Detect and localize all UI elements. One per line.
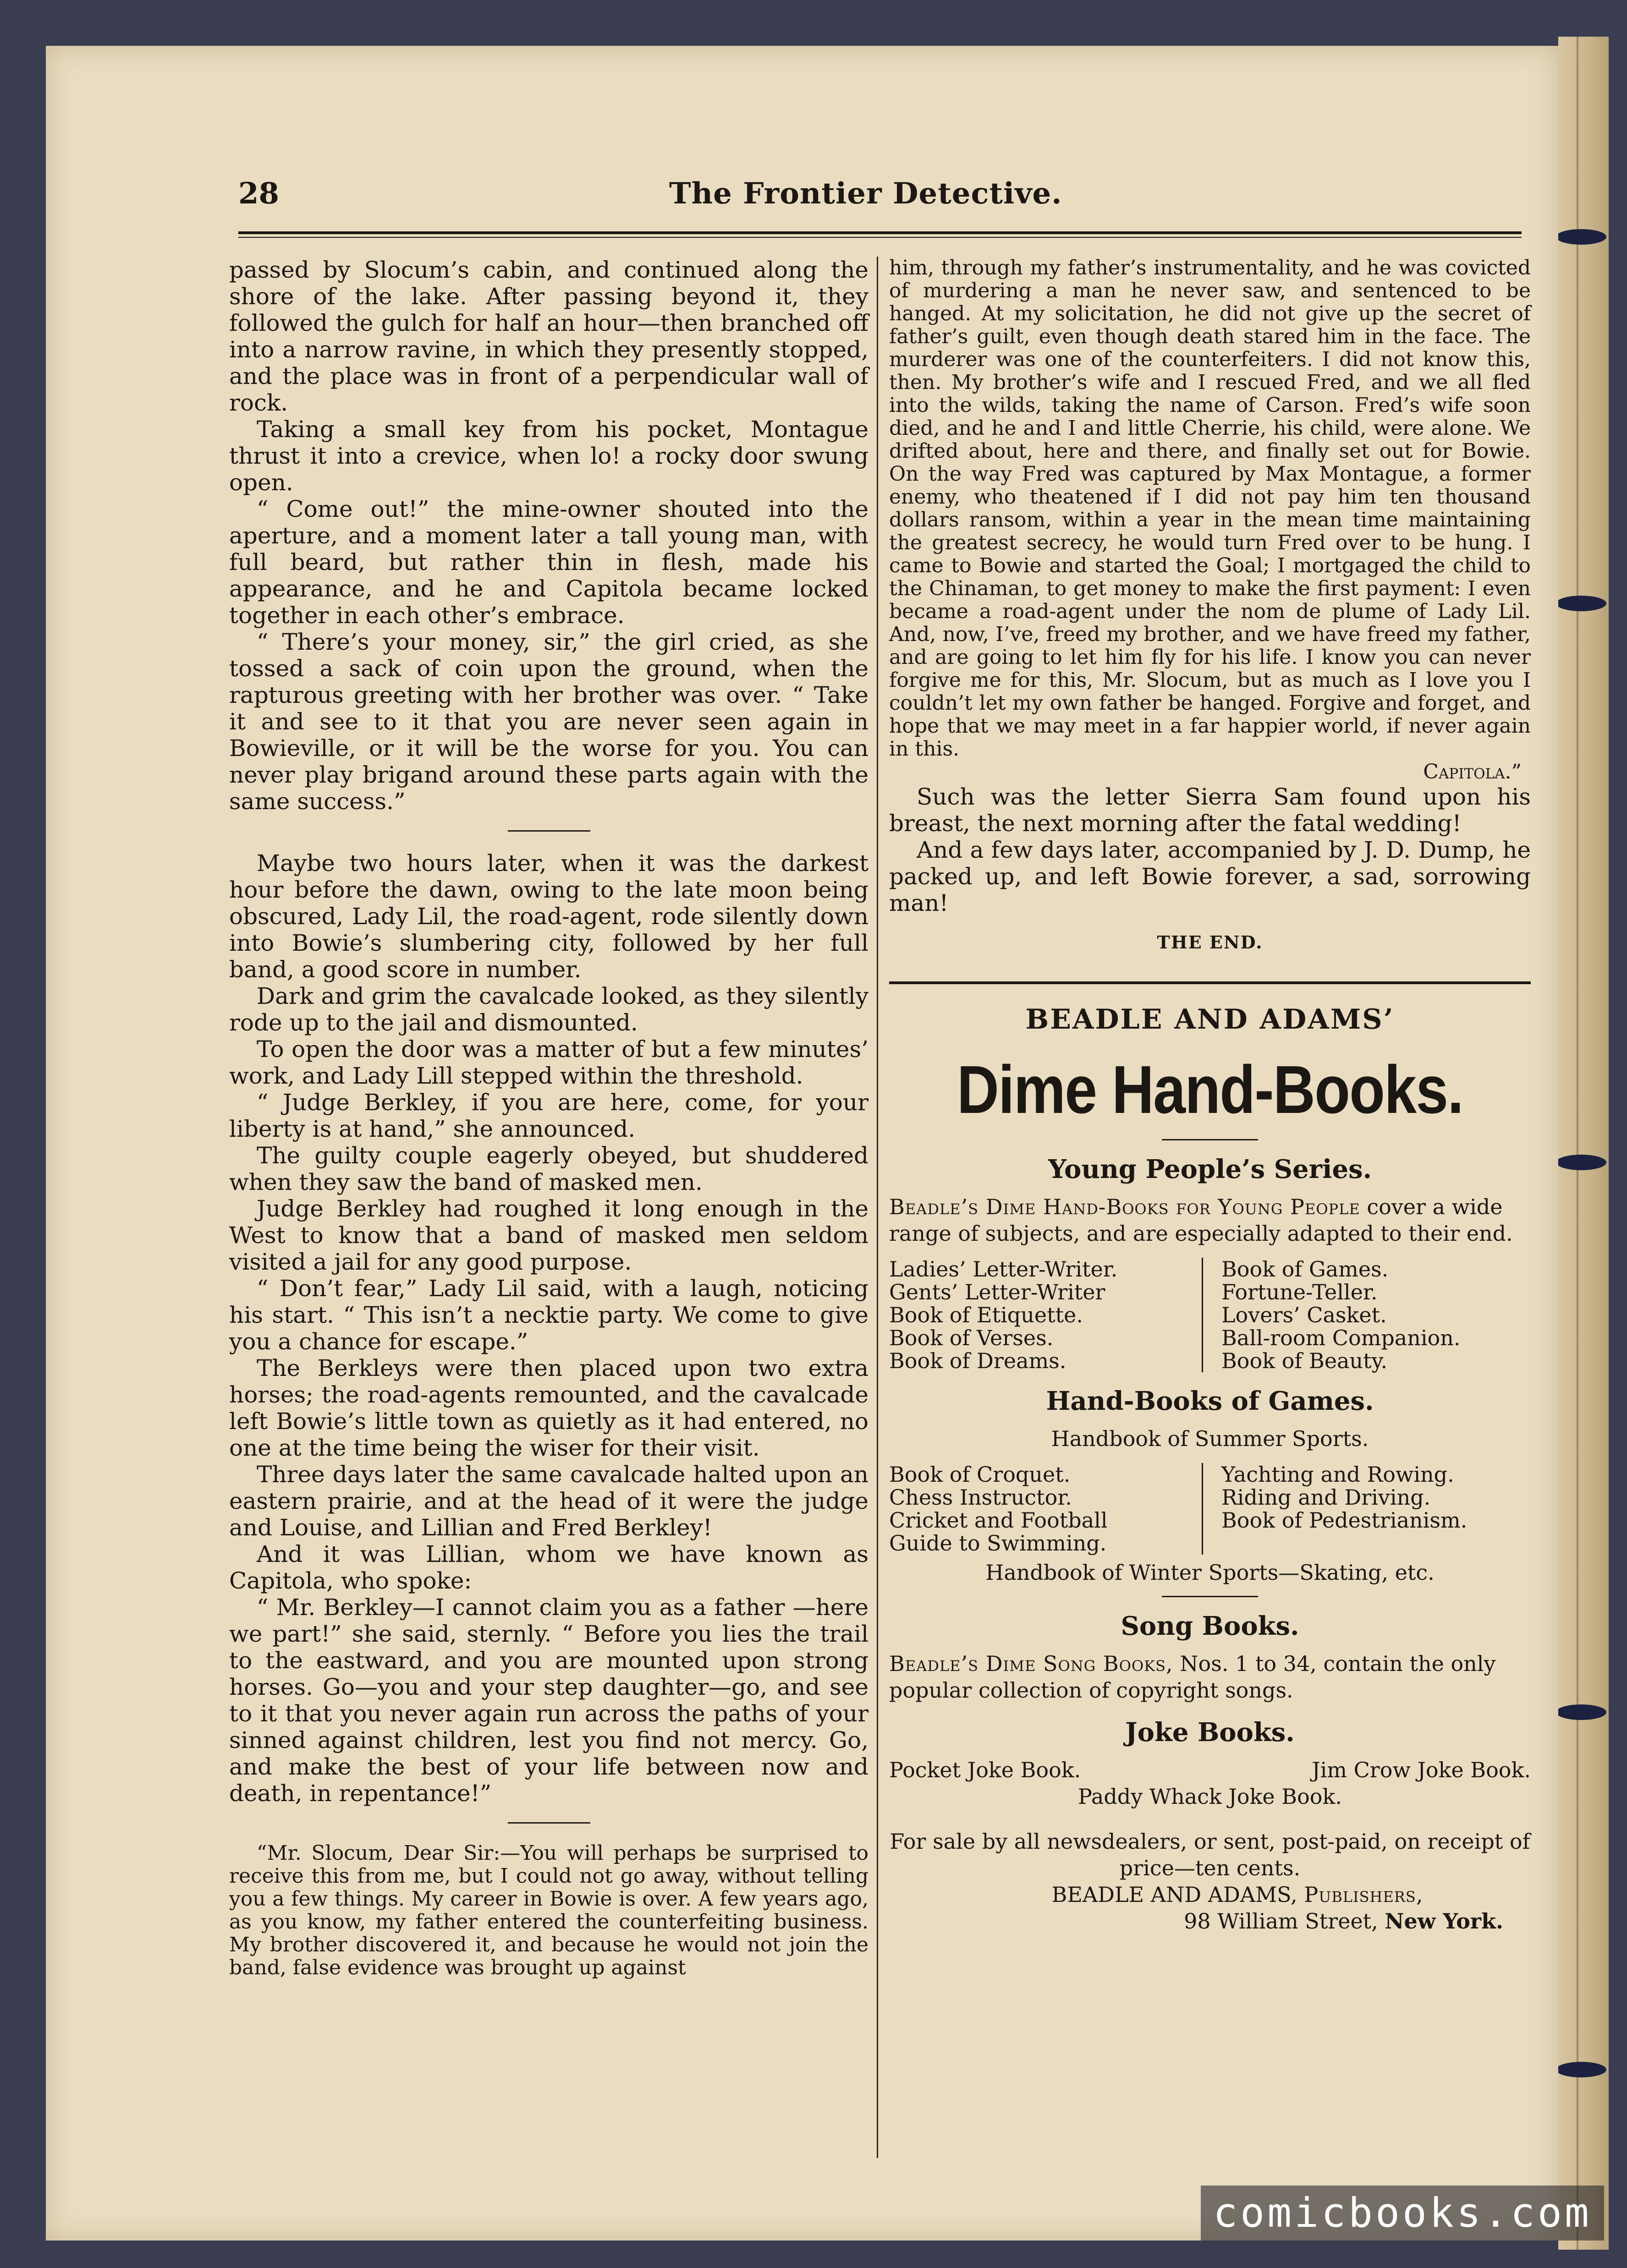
paragraph: passed by Slocum’s cabin, and continued along the shore of the lake. After passing beyond it, they followed the gulch for half an hour—then branched off into a narrow ravine, in which they presently stopped, and the place was in front of a perpendicular wall of rock.	[229, 257, 868, 416]
games-heading: Hand-Books of Games.	[1046, 1386, 1374, 1416]
binding-stitch	[1556, 596, 1606, 611]
section-separator	[508, 1822, 590, 1824]
jokes-row	[889, 1757, 1531, 1783]
paragraph: “ Mr. Berkley—I cannot claim you as a father —here we part!” she said, sternly. “ Before you lies the trail to the eastward, and you are mounted upon strong horses. Go—you and your step daughter—go, and see to it that you never again run across the paths of your sinned against children, lest you find not mercy. Go, and make the best of your life between now and death, in repentance!”	[229, 1594, 868, 1807]
games-last-line: Handbook of Winter Sports—Skating, etc.	[985, 1560, 1435, 1585]
binding-stitch	[1556, 1155, 1606, 1170]
book-spine	[1558, 37, 1609, 2250]
paragraph: “ There’s your money, sir,” the girl cried, as she tossed a sack of coin upon the ground, when the rapturous greeting with her brother was over. “ Take it and see to it that you are never seen again in Bowieville, or it will be the worse for you. You can never play brigand around these parts again with the same success.”	[229, 629, 868, 815]
paragraph: The guilty couple eagerly obeyed, but shuddered when they saw the band of masked men.	[229, 1142, 868, 1195]
paragraph: “ Judge Berkley, if you are here, come, for your liberty is at hand,” she announced.	[229, 1089, 868, 1142]
paragraph: To open the door was a matter of but a few minutes’ work, and Lady Lill stepped within the threshold.	[229, 1036, 868, 1089]
young-peoples-heading: Young People’s Series.	[1048, 1154, 1372, 1184]
list-item: Book of Croquet.	[889, 1462, 1071, 1487]
section-separator	[508, 830, 590, 832]
advertisement	[889, 1003, 1531, 1934]
list-item: Chess Instructor.	[889, 1485, 1072, 1510]
sale-line: For sale by all newsdealers, or sent, post-paid, on receipt of price—ten cents.	[890, 1829, 1530, 1880]
list-item: Guide to Swimming.	[889, 1531, 1107, 1556]
letter-signature: Capitola.”	[1423, 760, 1522, 783]
page-number: 28	[238, 176, 280, 211]
list-item: Book of Verses.	[889, 1326, 1054, 1350]
list-item: Riding and Driving.	[1221, 1485, 1431, 1510]
jokes-heading: Joke Books.	[1125, 1717, 1295, 1748]
letter-start: “Mr. Slocum, Dear Sir:—You will perhaps be surprised to receive this from me, but I could not go away, without telling you a few things. My career in Bowie is over. A few years ago, as you know, my father entered the counterfeiting business. My brother discovered it, and because he would not join the band, false evidence was brought up against	[229, 1841, 868, 1979]
songs-heading: Song Books.	[1121, 1611, 1299, 1641]
list-item: Ball-room Companion.	[1221, 1326, 1461, 1350]
header-rule	[238, 231, 1522, 238]
list-item: Book of Games.	[1221, 1257, 1389, 1282]
publisher-address	[889, 1908, 1503, 1934]
paragraph: Judge Berkley had roughed it long enough in the West to know that a band of masked men seldom visited a jail for any good purpose.	[229, 1195, 868, 1275]
young-peoples-list	[889, 1258, 1531, 1372]
young-peoples-description	[889, 1194, 1531, 1247]
paragraph: Maybe two hours later, when it was the darkest hour before the dawn, owing to the late moon being obscured, Lady Lil, the road-agent, rode silently down into Bowie’s slumbering city, followed by her full band, a good score in number.	[229, 850, 868, 983]
column-divider	[877, 257, 878, 2158]
ad-separator	[1162, 1596, 1258, 1597]
list-item: Gents’ Letter-Writer	[889, 1280, 1105, 1304]
young-peoples-list-left	[889, 1258, 1203, 1372]
songs-description	[889, 1650, 1531, 1704]
games-first-line: Handbook of Summer Sports.	[1051, 1426, 1369, 1451]
ad-title: Dime Hand-Books.	[956, 1052, 1463, 1128]
young-peoples-lead-rest: cover a wide range of subjects, and are especially adapted to their end.	[889, 1194, 1513, 1246]
binding-stitch	[1556, 229, 1606, 245]
publisher-line	[944, 1881, 1531, 1908]
list-item: Lovers’ Casket.	[1221, 1303, 1387, 1327]
page-header	[192, 176, 1522, 227]
paragraph: And a few days later, accompanied by J. D. Dump, he packed up, and left Bowie forever, a sad, sorrowing man!	[889, 837, 1531, 916]
binding-stitch	[1556, 2062, 1606, 2077]
address-city: New York.	[1385, 1909, 1503, 1934]
spine-edge	[1577, 37, 1578, 2250]
songs-lead: Beadle’s Dime Song Books,	[889, 1651, 1173, 1676]
watermark: comicbooks.com	[1201, 2186, 1604, 2241]
the-end: THE END.	[1157, 932, 1263, 953]
joke-book: Paddy Whack Joke Book.	[1078, 1784, 1342, 1809]
games-list-left	[889, 1463, 1203, 1555]
ad-publisher: BEADLE AND ADAMS’	[1025, 1003, 1395, 1035]
list-item: Book of Etiquette.	[889, 1303, 1083, 1327]
publisher-role: Publishers,	[1304, 1882, 1424, 1907]
list-item: Fortune-Teller.	[1221, 1280, 1378, 1304]
running-title: The Frontier Detective.	[669, 176, 1062, 211]
list-item: Ladies’ Letter-Writer.	[889, 1257, 1118, 1282]
young-peoples-lead: Beadle’s Dime Hand-Books for Young People	[889, 1194, 1360, 1219]
young-peoples-list-right	[1217, 1258, 1531, 1372]
paragraph: “ Come out!” the mine-owner shouted into the aperture, and a moment later a tall young man, with full beard, but rather thin in flesh, made his appearance, and he and Capitola became locked together in each other’s embrace.	[229, 496, 868, 629]
right-column	[889, 257, 1531, 1934]
paragraph: Taking a small key from his pocket, Montague thrust it into a crevice, when lo! a rocky door swung open.	[229, 416, 868, 496]
songs-lead-rest: Nos. 1 to 34, contain the only popular collection of copyright songs.	[889, 1651, 1496, 1703]
joke-book: Pocket Joke Book.	[889, 1758, 1081, 1782]
list-item: Cricket and Football	[889, 1508, 1108, 1533]
binding-stitch	[1556, 1704, 1606, 1720]
publisher-name: BEADLE AND ADAMS,	[1051, 1882, 1297, 1907]
paragraph: Such was the letter Sierra Sam found upon his breast, the next morning after the fatal wedding!	[889, 783, 1531, 837]
paragraph: Dark and grim the cavalcade looked, as they silently rode up to the jail and dismounted.	[229, 983, 868, 1036]
list-item: Book of Pedestrianism.	[1221, 1508, 1468, 1533]
advertisement-rule	[889, 981, 1531, 984]
paragraph: Three days later the same cavalcade halted upon an eastern prairie, and at the head of it were the judge and Louise, and Lillian and Fred Berkley!	[229, 1461, 868, 1541]
paragraph: The Berkleys were then placed upon two extra horses; the road-agents remounted, and the cavalcade left Bowie’s little town as quietly as it had entered, no one at the time being the wiser for their visit.	[229, 1355, 868, 1461]
joke-book: Jim Crow Joke Book.	[1312, 1758, 1531, 1782]
list-item: Book of Dreams.	[889, 1348, 1066, 1373]
ad-separator	[1162, 1139, 1258, 1140]
list-item: Yachting and Rowing.	[1221, 1462, 1454, 1487]
left-column	[229, 257, 868, 1979]
list-item: Book of Beauty.	[1221, 1348, 1388, 1373]
paragraph: And it was Lillian, whom we have known as Capitola, who spoke:	[229, 1541, 868, 1594]
letter-continued: him, through my father’s instrumentality, and he was covicted of murdering a man he never saw, and sentenced to be hanged. At my solicitation, he did not give up the secret of father’s guilt, even though death stared him in the face. The murderer was one of the counterfeiters. I did not know this, then. My brother’s wife and I rescued Fred, and we all fled into the wilds, taking the name of Carson. Fred’s wife soon died, and he and I and little Cherrie, his child, were alone. We drifted about, here and there, and finally set out for Bowie. On the way Fred was captured by Max Montague, a former enemy, who theatened if I did not pay him ten thousand dollars ransom, within a year in the mean time maintaining the greatest secrecy, he would turn Fred over to be hung. I came to Bowie and started the Goal; I mortgaged the child to the Chinaman, to get money to make the first payment: I even became a road-agent under the nom de plume of Lady Lil. And, now, I’ve, freed my brother, and we have freed my father, and are going to let him fly for his life. I know you can never forgive me for this, Mr. Slocum, but as much as I love you I couldn’t let my own father be hanged. Forgive and forget, and hope that we may meet in a far happier world, if never again in this.	[889, 256, 1531, 761]
paragraph: “ Don’t fear,” Lady Lil said, with a laugh, noticing his start. “ This isn’t a necktie party. We come to give you a chance for escape.”	[229, 1275, 868, 1355]
address-street: 98 William Street,	[1184, 1909, 1378, 1934]
games-list-right	[1217, 1463, 1531, 1555]
games-list	[889, 1463, 1531, 1555]
